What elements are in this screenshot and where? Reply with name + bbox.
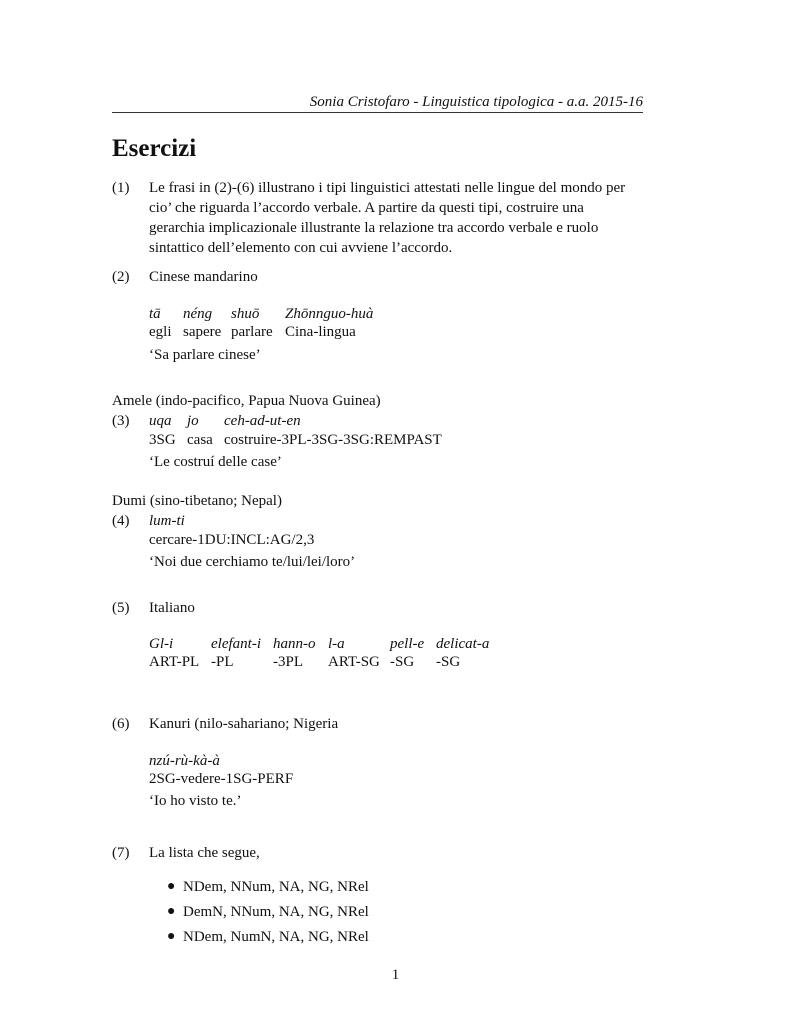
ex5-number: (5) [112, 600, 130, 616]
ex5-gloss: -PL [211, 654, 234, 670]
ex3-number: (3) [112, 413, 130, 429]
ex2-gloss: Cina-lingua [285, 324, 356, 340]
ex5-word: pell-e [390, 636, 425, 652]
ex2-word: shuō [231, 306, 260, 322]
ex5-word: hann-o [273, 636, 316, 652]
ex1-paragraph [149, 178, 625, 258]
ex7-intro: La lista che segue, [149, 845, 260, 861]
ex5-gloss: -SG [390, 654, 415, 670]
bullet-icon: ● [167, 929, 176, 944]
ex5-word: l-a [328, 636, 345, 652]
ex4-gloss: cercare-1DU:INCL:AG/2,3 [149, 532, 315, 548]
ex1-line: sintattico dell’elemento con cui avviene l’accordo. [149, 240, 453, 256]
ex7-list-item [167, 902, 369, 922]
page-title: Esercizi [112, 135, 197, 162]
ex7-item-text: NDem, NNum, NA, NG, NRel [183, 879, 369, 895]
ex2-translation: ‘Sa parlare cinese’ [149, 347, 261, 363]
ex5-word: delicat-a [436, 636, 490, 652]
running-header: Sonia Cristofaro - Linguistica tipologica - a.a. 2015-16 [309, 94, 643, 110]
header-rule [112, 112, 643, 113]
bullet-icon: ● [167, 904, 176, 919]
ex2-gloss: sapere [183, 324, 222, 340]
ex5-gloss: ART-SG [328, 654, 380, 670]
ex5-gloss: ART-PL [149, 654, 200, 670]
ex3-language: Amele (indo-pacifico, Papua Nuova Guinea) [112, 393, 381, 409]
ex6-word: nzú-rù-kà-à [149, 753, 220, 769]
ex5-word: Gl-i [149, 636, 174, 652]
ex1-line: gerarchia implicazionale illustrante la relazione tra accordo verbale e ruolo [149, 220, 599, 236]
page-number: 1 [391, 967, 400, 983]
ex3-gloss-row [149, 430, 469, 450]
ex7-number: (7) [112, 845, 130, 861]
bullet-icon: ● [167, 879, 176, 894]
ex3-translation: ‘Le costruí delle case’ [149, 454, 282, 470]
ex2-gloss: parlare [231, 324, 273, 340]
ex3-gloss: 3SG [149, 432, 176, 448]
ex2-language: Cinese mandarino [149, 269, 258, 285]
ex2-word: tā [149, 306, 161, 322]
ex2-word: Zhōnnguo-huà [285, 306, 374, 322]
ex1-number: (1) [112, 180, 130, 196]
ex3-gloss: casa [187, 432, 213, 448]
ex3-word: ceh-ad-ut-en [224, 413, 301, 429]
ex5-language: Italiano [149, 600, 195, 616]
ex4-word: lum-ti [149, 513, 185, 529]
ex5-gloss-row [149, 652, 529, 672]
ex2-gloss-row [149, 322, 449, 342]
ex7-item-text: DemN, NNum, NA, NG, NRel [183, 904, 369, 920]
ex3-word: jo [187, 413, 199, 429]
ex7-list-item [167, 927, 369, 947]
ex2-gloss: egli [149, 324, 172, 340]
ex2-words-row [149, 304, 449, 324]
ex3-words-row [149, 411, 469, 431]
ex6-translation: ‘Io ho visto te.’ [149, 793, 242, 809]
ex5-gloss: -3PL [273, 654, 303, 670]
ex6-number: (6) [112, 716, 130, 732]
ex1-line: Le frasi in (2)-(6) illustrano i tipi linguistici attestati nelle lingue del mondo per [149, 180, 626, 196]
ex2-number: (2) [112, 269, 130, 285]
ex3-gloss: costruire-3PL-3SG-3SG:REMPAST [224, 432, 442, 448]
ex4-number: (4) [112, 513, 130, 529]
ex1-line: cio’ che riguarda l’accordo verbale. A partire da questi tipi, costruire una [149, 200, 584, 216]
ex6-language: Kanuri (nilo-sahariano; Nigeria [149, 716, 339, 732]
ex2-word: néng [183, 306, 213, 322]
ex7-item-text: NDem, NumN, NA, NG, NRel [183, 929, 369, 945]
ex7-list-item [167, 877, 369, 897]
ex6-gloss: 2SG-vedere-1SG-PERF [149, 771, 294, 787]
ex4-language: Dumi (sino-tibetano; Nepal) [112, 493, 282, 509]
ex5-gloss: -SG [436, 654, 461, 670]
ex5-words-row [149, 634, 529, 654]
ex3-word: uqa [149, 413, 172, 429]
ex5-word: elefant-i [211, 636, 261, 652]
ex4-translation: ‘Noi due cerchiamo te/lui/lei/loro’ [149, 554, 356, 570]
